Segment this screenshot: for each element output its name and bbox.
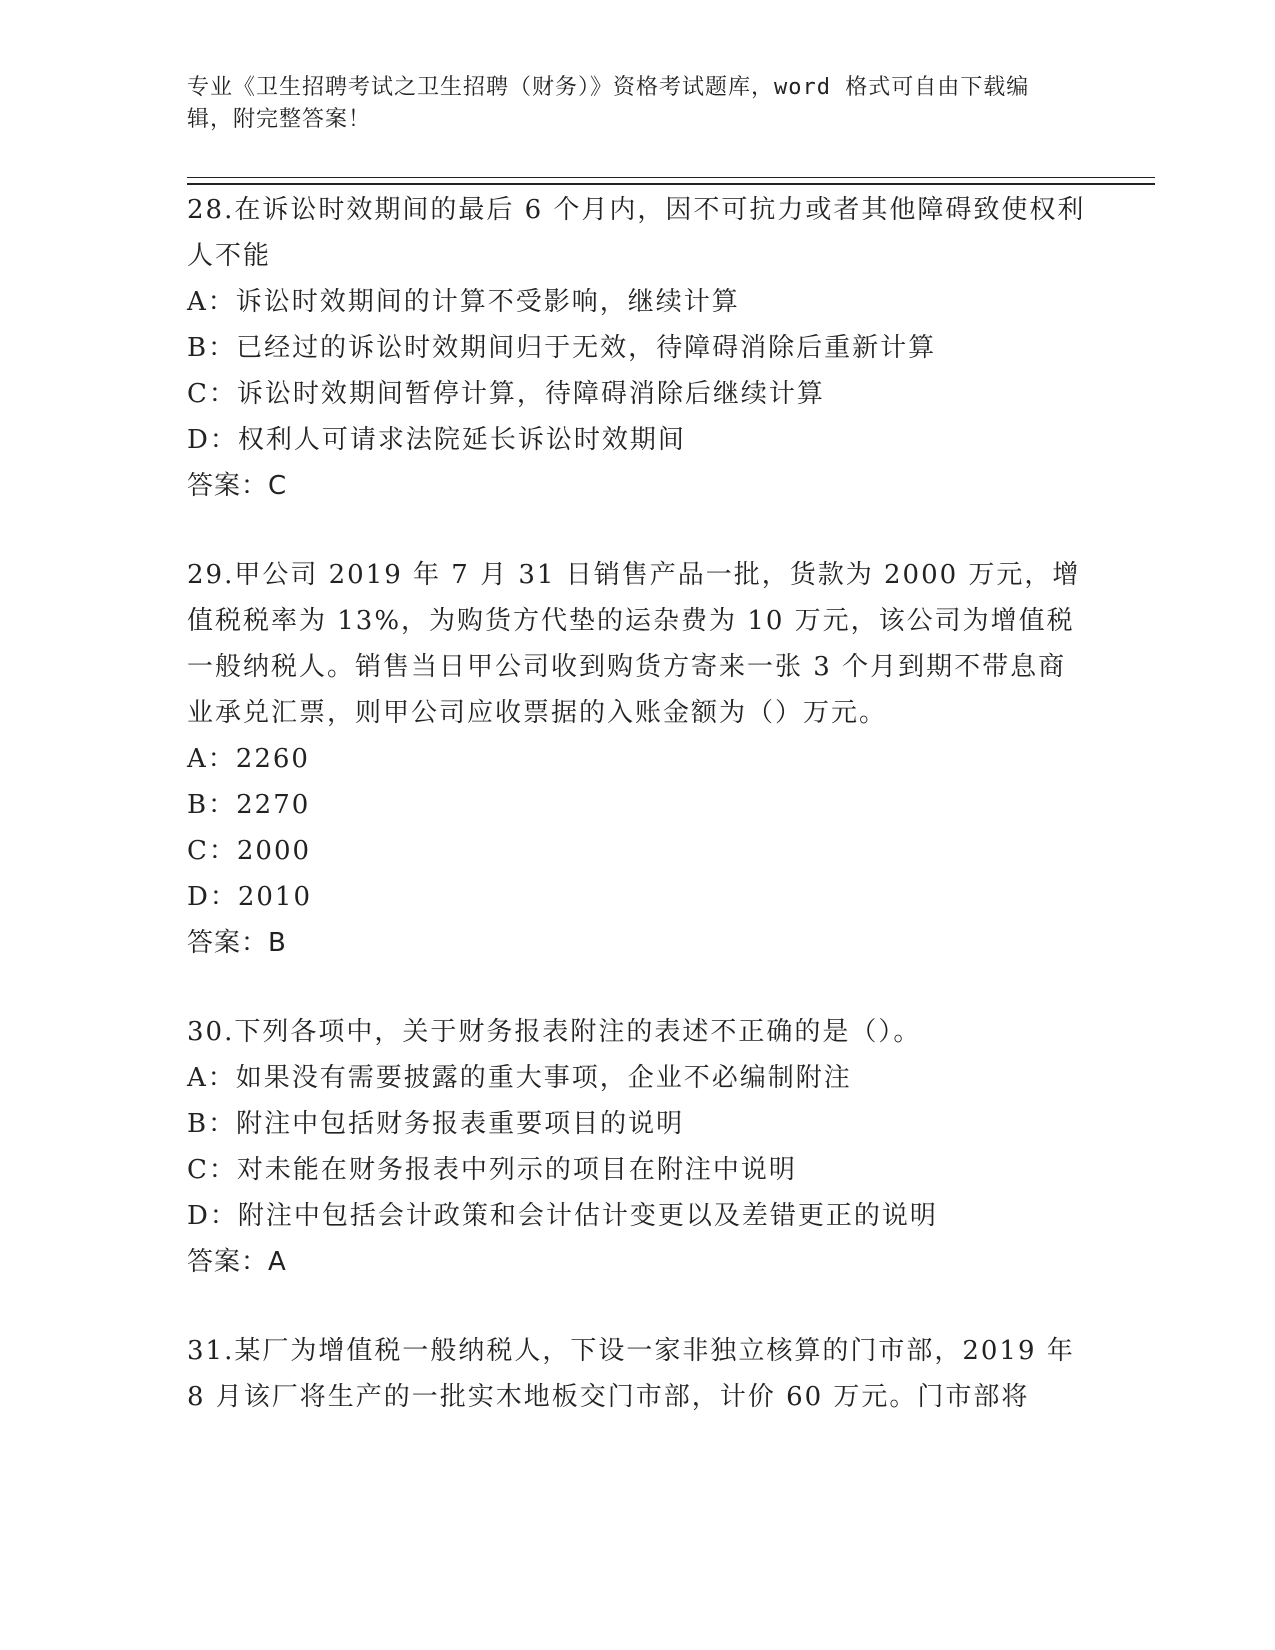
- option-d: D：权利人可请求法院延长诉讼时效期间: [187, 425, 686, 455]
- question-28: [187, 187, 1087, 509]
- option-a: A：如果没有需要披露的重大事项，企业不必编制附注: [187, 1063, 852, 1093]
- answer-line: 答案：C: [187, 471, 288, 501]
- question-stem: 30.下列各项中，关于财务报表附注的表述不正确的是（）。: [187, 1017, 922, 1047]
- question-stem: 28.在诉讼时效期间的最后 6 个月内，因不可抗力或者其他障碍致使权利人不能: [187, 195, 1086, 271]
- question-stem: 31.某厂为增值税一般纳税人，下设一家非独立核算的门市部，2019 年 8 月该厂将生产的一批实木地板交门市部，计价 60 万元。门市部将: [187, 1336, 1075, 1412]
- option-b: B：附注中包括财务报表重要项目的说明: [187, 1109, 685, 1139]
- question-31: [187, 1328, 1087, 1420]
- option-a: A：诉讼时效期间的计算不受影响，继续计算: [187, 287, 740, 317]
- spacer: [187, 1285, 1087, 1328]
- spacer: [187, 509, 1087, 552]
- header-divider: [187, 177, 1155, 185]
- answer-line: 答案：B: [187, 928, 287, 958]
- document-header: 专业《卫生招聘考试之卫生招聘（财务）》资格考试题库，word 格式可自由下载编辑，附完整答案！: [187, 75, 1030, 132]
- question-list: [187, 187, 1087, 1420]
- option-d: D：2010: [187, 882, 313, 912]
- option-a: A：2260: [187, 744, 310, 774]
- option-c: C：2000: [187, 836, 312, 866]
- option-c: C：对未能在财务报表中列示的项目在附注中说明: [187, 1155, 797, 1185]
- spacer: [187, 966, 1087, 1009]
- question-30: [187, 1009, 1087, 1285]
- option-c: C：诉讼时效期间暂停计算，待障碍消除后继续计算: [187, 379, 825, 409]
- option-b: B：已经过的诉讼时效期间归于无效，待障碍消除后重新计算: [187, 333, 937, 363]
- question-stem: 29.甲公司 2019 年 7 月 31 日销售产品一批，货款为 2000 万元，增值税税率为 13%，为购货方代垫的运杂费为 10 万元，该公司为增值税一般纳税人。销售当日甲公司收到购货方寄来一张 3 个月到期不带息商业承兑汇票，则甲公司应收票据的入账金额为（）万元。: [187, 560, 1081, 728]
- option-b: B：2270: [187, 790, 311, 820]
- answer-line: 答案：A: [187, 1247, 287, 1277]
- question-29: [187, 552, 1087, 966]
- option-d: D：附注中包括会计政策和会计估计变更以及差错更正的说明: [187, 1201, 938, 1231]
